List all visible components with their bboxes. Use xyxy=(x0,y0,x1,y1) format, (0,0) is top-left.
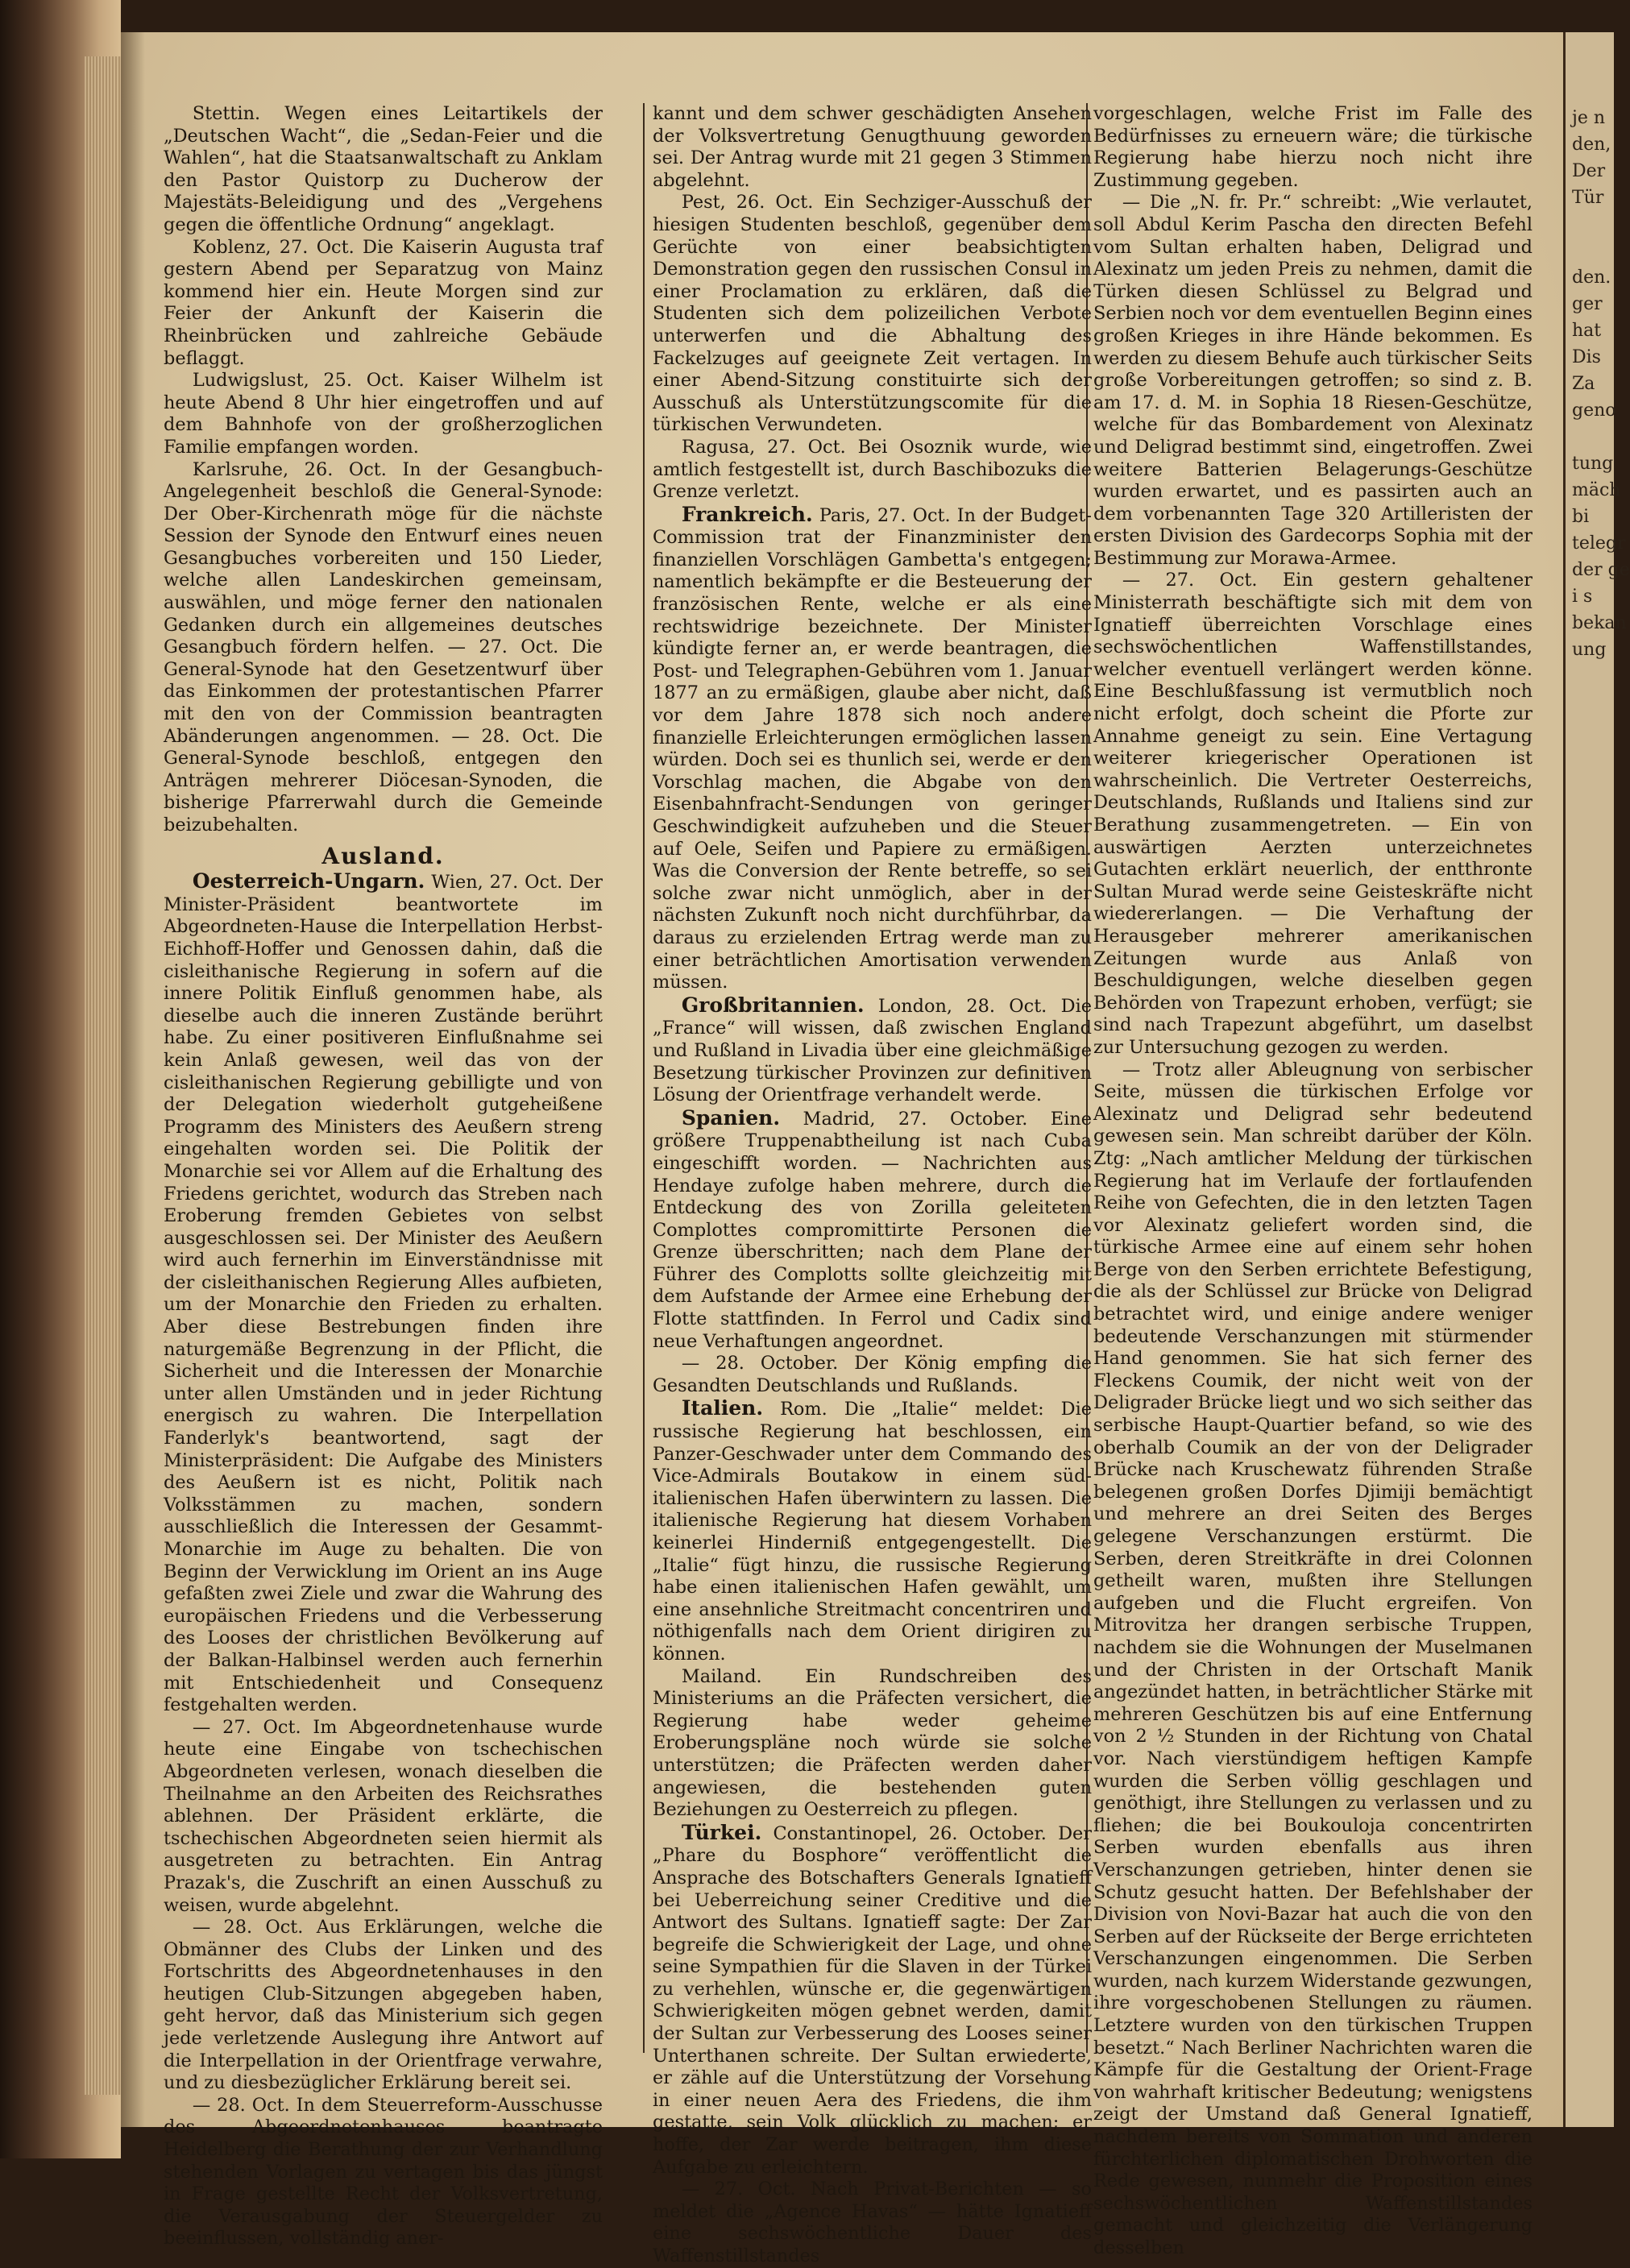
article-continued: kannt und dem schwer geschädigten Ansehen der Volksvertretung Genugthuung geworden sei. Der Antrag wurde mit 21 gegen 3 Stimmen abgelehnt. xyxy=(653,103,1092,191)
next-page-fragment: Za xyxy=(1572,374,1595,394)
article-stettin: Stettin. Wegen eines Leitartikels der „Deutschen Wacht“, die „Sedan-Feier und die Wahlen“, hat die Staatsanwaltschaft zu Anklam den Pastor Quistorp zu Ducherow der Majestäts-Beleidigung und des „Vergehens gegen die öffentliche Ordnung“ angeklagt. xyxy=(164,103,603,235)
article-wien-1: — 27. Oct. Im Abgeordnetenhause wurde heute eine Eingabe von tschechischen Abgeordneten verlesen, wonach dieselben die Theilnahme an den Arbeiten des Reichsrathes ablehnen. Der Präsident erklärte, die tschechischen Abgeordneten seien hiermit als ausgetreten zu betrachten. Ein Antrag Prazak's, die Zuschrift an einen Ausschuß zu weisen, wurde abgelehnt. xyxy=(164,1716,603,1916)
article-continued: vorgeschlagen, welche Frist im Falle des Bedürfnisses zu erneuern wäre; die türkische Regierung habe hierzu noch nicht ihre Zustimmung gegeben. xyxy=(1093,103,1533,191)
article-koblenz: Koblenz, 27. Oct. Die Kaiserin Augusta traf gestern Abend per Separatzug von Mainz kommend hier ein. Heute Morgen sind zur Feier der Ankunft der Kaiserin die Rheinbrücken und zahlreiche Gebäude beflaggt. xyxy=(164,236,603,369)
next-page-fragment: bekan xyxy=(1572,613,1627,633)
article-oesterreich: Oesterreich-Ungarn. Wien, 27. Oct. Der Minister-Präsident beantwortete im Abgeordneten-Hause die Interpellation Herbst-Eichhoff-Hoffer und Genossen dahin, daß die cisleithanische Regierung in sofern auf die innere Politik Einfluß genommen habe, als dieselbe auch die inneren Zustände berührt habe. Zu einer positiveren Einflußnahme sei kein Anlaß gewesen, weil das von der cisleithanischen Regierung gebilligte und von der Delegation wiederholt gutgeheißene Programm des Ministers des Aeußern streng eingehalten worden sei. Die Politik der Monarchie sei vor Allem auf die Erhaltung des Friedens gerichtet, wodurch das Streben nach Eroberung fremden Gebietes von selbst ausgeschlossen sei. Der Minister des Aeußern wird auch fernerhin im Einverständnisse mit der cisleithanischen Regierung Alles aufbieten, um der Monarchie den Frieden zu erhalten. Aber diese Bestrebungen finden ihre naturgemäße Begrenzung in der Pflicht, die Sicherheit und die Interessen der Monarchie unter allen Umständen und in jeder Richtung energisch zu wahren. Die Interpellation Fanderlyk's beantwortend, sagt der Ministerpräsident: Die Aufgabe des Ministers des Aeußern ist es nicht, Politik nach Volksstämmen zu machen, sondern ausschließlich die Interessen der Gesammt-Monarchie im Auge zu behalten. Die von Beginn der Verwicklung im Orient an ins Auge gefaßten zwei Ziele und zwar die Wahrung des europäischen Friedens und die Verbesserung des Looses der christlichen Bevölkerung auf der Balkan-Halbinsel werden auch fernerhin mit Entschiedenheit und Consequenz festgehalten werden. xyxy=(164,869,603,1716)
article-madrid-2: — 28. October. Der König empfing die Gesandten Deutschlands und Rußlands. xyxy=(653,1353,1092,1396)
country-heading: Großbritannien. xyxy=(681,993,865,1017)
country-heading: Spanien. xyxy=(681,1105,781,1130)
article-spanien: Spanien. Madrid, 27. October. Eine größere Truppenabtheilung ist nach Cuba eingeschifft worden. — Nachrichten aus Hendaye zufolge haben mehrere, durch die Entdeckung des von Zorilla geleiteten Complottes compromittirte Personen die Grenze überschritten; nach dem Plane der Führer des Complotts sollte gleichzeitig mit dem Aufstande der Armee eine Erhebung der Flotte stattfinden. In Ferrol und Cadix sind neue Verhaftungen angeordnet. xyxy=(653,1105,1092,1352)
article-tuerkei: Türkei. Constantinopel, 26. October. Der „Phare du Bosphore“ veröffentlicht die Ansprache des Botschafters Generals Ignatieff bei Ueberreichung seiner Creditive und die Antwort des Sultans. Ignatieff sagte: Der Zar begreife die Schwierigkeit der Lage, und ohne seine Sympathien für die Slaven in der Türkei zu verhehlen, wünsche er, die gegenwärtigen Schwierigkeiten mögen gebnet werden, damit der Sultan zur Verbesserung des Looses seiner Unterthanen schreite. Der Sultan erwiederte, er zähle auf die Unterstützung der Vorsehung in einer neuen Aera des Friedens, die ihm gestatte, sein Volk glücklich zu machen; er hoffe, der Zar werde beitragen, ihm diese Aufgabe zu erleichtern. xyxy=(653,1820,1092,2178)
column-rule xyxy=(643,103,645,2053)
next-page-fragment: Der xyxy=(1572,161,1606,181)
country-heading: Oesterreich-Ungarn. xyxy=(192,869,425,894)
next-page-fragment: geno xyxy=(1572,400,1616,421)
article-nfrpr: — Die „N. fr. Pr.“ schreibt: „Wie verlautet, soll Abdul Kerim Pascha den directen Befehl vom Sultan erhalten haben, Deligrad und Alexinatz um jeden Preis zu nehmen, damit die Türken diesen Schlüssel zu Belgrad und Serbien noch vor dem eventuellen Beginn eines großen Krieges in ihre Hände bekommen. Es werden zu diesem Behufe auch türkischer Seits große Vorbereitungen getroffen; so sind z. B. am 17. d. M. in Sophia 18 Riesen-Geschütze, welche für das Bombardement von Alexinatz und Deligrad bestimmt sind, eingetroffen. Zwei weitere Batterien Belagerungs-Geschütze wurden erwartet, und es passirten auch an dem vorbenannten Tage 320 Artilleristen der ersten Division des Gardecorps Sophia mit der Bestimmung zur Morawa-Armee. xyxy=(1093,192,1533,569)
gutter-shadow xyxy=(121,32,145,2127)
article-ludwigslust: Ludwigslust, 25. Oct. Kaiser Wilhelm ist heute Abend 8 Uhr hier eingetroffen und auf dem Bahnhofe von der großherzoglichen Familie empfangen worden. xyxy=(164,370,603,458)
article-karlsruhe: Karlsruhe, 26. Oct. In der Gesangbuch-Angelegenheit beschloß die General-Synode: Der Ober-Kirchenrath möge für die nächste Session der Synode den Entwurf eines neuen Gesangbuches vorbereiten und 150 Lieder, welche allen Landeskirchen gemeinsam, auswählen, und möge ferner den nationalen Gedanken durch ein allgemeines deutsches Gesangbuch fördern helfen. — 27. Oct. Die General-Synode hat den Gesetzentwurf über das Einkommen der protestantischen Pfarrer mit den von der Commission beantragten Abänderungen angenommen. — 28. Oct. Die General-Synode beschloß, entgegen den Anträgen mehrerer Diöcesan-Synoden, die bisherige Pfarrerwahl durch die Gemeinde beizubehalten. xyxy=(164,458,603,835)
next-page-fragment: je n xyxy=(1572,108,1606,128)
article-ragusa: Ragusa, 27. Oct. Bei Osoznik wurde, wie amtlich festgestellt ist, durch Baschibozuks die Grenze verletzt. xyxy=(653,436,1092,503)
next-page-fragment: telegr xyxy=(1572,533,1626,554)
next-page-fragment: ger xyxy=(1572,294,1603,314)
article-wien-2: — 28. Oct. Aus Erklärungen, welche die Obmänner des Clubs der Linken und des Fortschritts des Abgeordnetenhauses in den heutigen Club-Sitzungen abgegeben haben, geht hervor, daß das Ministerium sich gegen jede verletzende Auslegung ihre Antwort auf die Interpellation in der Orientfrage verwahre, und zu diesbezüglicher Erklärung bereit sei. xyxy=(164,1917,603,2094)
column-2 xyxy=(653,103,1093,2266)
next-page-fragment: hat xyxy=(1572,321,1602,341)
country-heading: Frankreich. xyxy=(681,502,813,526)
next-page-fragment: den, xyxy=(1572,135,1611,155)
article-mailand: Mailand. Ein Rundschreiben des Ministeriums an die Präfecten versichert, die Regierung habe weder geheime Eroberungspläne noch würde sie solche unterstützen; die Präfecten werden daher angewiesen, die bestehenden guten Beziehungen zu Oesterreich zu pflegen. xyxy=(653,1665,1092,1821)
next-page-fragment xyxy=(1566,238,1614,264)
column-3 xyxy=(1093,103,1533,2258)
next-page-fragment: Tür xyxy=(1572,188,1604,208)
article-ministerrath: — 27. Oct. Ein gestern gehaltener Ministerrath beschäftigte sich mit dem von Ignatieff überreichten Vorschlage eines sechswöchentlichen Waffenstillstandes, welcher eventuell verlängert werden könne. Eine Beschlußfassung ist vermutblich noch nicht erfolgt, doch scheint die Pforte zur Annahme geneigt zu sein. Eine Vertagung weiterer kriegerischer Operationen ist wahrscheinlich. Die Vertreter Oesterreichs, Deutschlands, Rußlands und Italiens sind zur Berathung zusammengetreten. — Ein von auswärtigen Aerzten unterzeichnetes Gutachten erklärt neuerlich, der entthronte Sultan Murad werde seine Geisteskräfte nicht wiedererlangen. — Die Verhaftung der Herausgeber mehrerer amerikanischen Zeitungen wurde aus Anlaß von Beschuldigungen, welche dieselben gegen Behörden von Trapezunt erhoben, verfügt; sie sind nach Trapezunt abgeführt, um daselbst zur Untersuchung gezogen zu werden. xyxy=(1093,570,1533,1058)
next-page-fragment: der ge xyxy=(1572,560,1630,580)
article-frankreich: Frankreich. Paris, 27. Oct. In der Budget-Commission trat der Finanzminister den finanziellen Vorschlägen Gambetta's entgegen; namentlich bekämpfte er die Besteuerung der französischen Rente, welche er als eine rechtswidrige bezeichnete. Der Minister kündigte ferner an, er werde beantragen, die Post- und Telegraphen-Gebühren vom 1. Januar 1877 an zu ermäßigen, glaube aber nicht, daß vor dem Jahre 1878 sich noch andere finanzielle Erleichterungen ermöglichen lassen würden. Doch sei es thunlich sei, werde er den Vorschlag machen, die Abgabe von den Eisenbahnfracht-Sendungen von geringer Geschwindigkeit aufzuheben und die Steuer auf Oele, Seifen und Papiere zu ermäßigen. Was die Conversion der Rente betreffe, so sei solche zwar nicht unmöglich, aber in der nächsten Zukunft noch nicht durchführbar, da daraus zu erzielenden Ertrag werde man zu einer beträchtlichen Amortisation verwenden müssen. xyxy=(653,502,1092,993)
country-heading: Türkei. xyxy=(681,1820,762,1844)
section-heading-ausland: Ausland. xyxy=(321,842,445,869)
article-constantinopel-2: — 27. Oct. Nach Privat-Berichten — so meldet die „Agence Havas“ — hätte Ignatieff eine sechswöchentliche Dauer des Waffenstillstandes xyxy=(653,2179,1092,2266)
column-1 xyxy=(164,103,603,2249)
next-page-fragment: mäch xyxy=(1572,480,1621,500)
next-page-fragment xyxy=(1566,211,1614,238)
next-page-fragment: tung xyxy=(1572,454,1614,474)
next-page-fragment: bi xyxy=(1572,507,1590,527)
next-page-fragment: ung xyxy=(1572,640,1607,660)
article-pest: Pest, 26. Oct. Ein Sechziger-Ausschuß der hiesigen Studenten beschloß, gegenüber dem Gerüchte von einer beabsichtigten Demonstration gegen den russischen Consul in einer Proclamation zu erklären, daß die Studenten sich dem polizeilichen Verbote unterwerfen und die Abhaltung des Fackelzuges auf geeignete Zeit vertagen. In einer Abend-Sitzung constituirte sich der Ausschuß als Unterstützungscomite für die türkischen Verwundeten. xyxy=(653,192,1092,436)
country-heading: Italien. xyxy=(681,1396,764,1420)
article-koeln-ztg: — Trotz aller Ableugnung von serbischer Seite, müssen die türkischen Erfolge vor Alexinatz und Deligrad sehr bedeutend gewesen sein. Man schreibt darüber der Köln. Ztg: „Nach amtlicher Meldung der türkischen Regierung hat im Verlaufe der fortlaufenden Reihe von Gefechten, die in den letzten Tagen vor Alexinatz geliefert worden sind, die türkische Armee eine auf einem sehr hohen Berge von den Serben errichtete Befestigung, die als der Schlüssel zur Brücke von Deligrad betrachtet wird, und einige andere weniger bedeutende Verschanzungen mit stürmender Hand genommen. Sie hat sich ferner des Fleckens Coumik, der nicht weit von der Deligrader Brücke liegt und wo sich seither das serbische Haupt-Quartier befand, so wie des oberhalb Coumik an der von der Deligrader Brücke nach Kruschewatz führenden Straße belegenen großen Dorfes Djimiji bemächtigt und mehrere an drei Seiten des Berges gelegene Verschanzungen erstürmt. Die Serben, deren Streitkräfte in drei Colonnen getheilt waren, mußten ihre Stellungen aufgeben und die Flucht ergreifen. Von Mitrovitza her drangen serbische Truppen, nachdem sie die Wohnungen der Muselmanen und der Christen in der Ortschaft Manik angezündet hatten, in beträchtlicher Stärke mit mehreren Geschützen bis auf eine Entfernung von 2 ½ Stunden in der Richtung von Chatal vor. Nach vierstündigem heftigen Kampfe wurden die Serben völlig geschlagen und genöthigt, ihre Stellungen zu verlassen und zu fliehen; die bei Boukouloja concentrirten Serben wurden ebenfalls aus ihren Verschanzungen getrieben, hinter denen sie Schutz gesucht hatten. Der Befehlshaber der Division von Novi-Bazar hat auch die von den Serben auf der Rückseite der Berge errichteten Verschanzungen eingenommen. Die Serben wurden, nach kurzem Widerstande gezwungen, ihre vorgeschobenen Stellungen zu räumen. Letztere wurden von den türkischen Truppen besetzt.“ Nach Berliner Nachrichten waren die Kämpfe für die Gestaltung der Orient-Frage von wahrhaft kritischer Bedeutung; wenigstens zeigt der Umstand daß General Ignatieff, nachdem bereits von Sommation und anderen fürchterlichen diplomatischen Drohworten die Rede gewesen, nunmehr die Proposition eines sechswöchentlichen Waffenstillstandes gemacht und gleichzeitig die Verlängerung desselben xyxy=(1093,1059,1533,2258)
next-page-edge xyxy=(1563,32,1630,2127)
article-grossbritannien: Großbritannien. London, 28. Oct. Die „France“ will wissen, daß zwischen England und Rußland in Livadia über eine gleichmäßige Besetzung türkischer Provinzen zur definitiven Lösung der Orientfrage verhandelt werde. xyxy=(653,993,1092,1106)
next-page-fragment: Dis xyxy=(1572,347,1601,367)
next-page-fragment: i s xyxy=(1572,587,1593,607)
article-italien: Italien. Rom. Die „Italie“ meldet: Die russische Regierung hat beschlossen, ein Panzer-Geschwader unter dem Commando des Vice-Admirals Boutakow in einem süd-italienischen Hafen überwintern zu lassen. Die italienische Regierung hat diesem Vorhaben keinerlei Hinderniß entgegengestellt. Die „Italie“ fügt hinzu, die russische Regierung habe einen italienischen Hafen gewählt, um eine ansehnliche Streitmacht concentriren und nöthigenfalls nach dem Orient dirigiren zu können. xyxy=(653,1396,1093,1665)
article-wien-3: — 28. Oct. In dem Steuerreform-Ausschusse des Abgeordnetenhauses beantragte Heidelberg die Berathung der zur Verhandlung stehenden Vorlagen zu vertagen bis das jüngst in Frage gestellte Recht der Volksvertretung, die Verausgabung der Steuergelder zu beeinflussen, vollständig aner- xyxy=(164,2094,603,2249)
next-page-fragment xyxy=(1566,424,1614,450)
page-edges xyxy=(85,56,125,2095)
next-page-fragment: den. xyxy=(1572,267,1611,288)
